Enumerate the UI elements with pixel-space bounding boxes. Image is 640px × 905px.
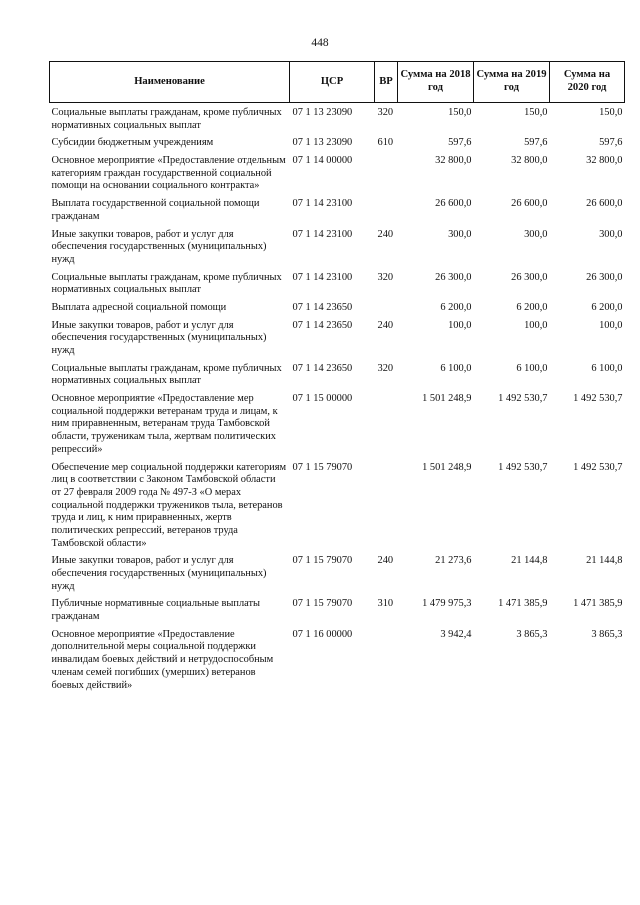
row-csr: 07 1 15 00000 <box>292 393 353 405</box>
row-vr: 320 <box>377 107 394 118</box>
row-vr: 240 <box>377 228 394 240</box>
table-row <box>50 460 625 554</box>
row-name: Иные закупки товаров, работ и услуг для обеспечения государственных (муниципальных) нужд <box>51 228 267 265</box>
header-csr: ЦСР <box>290 62 375 103</box>
row-amount-2020: 1 471 385,9 <box>573 598 623 610</box>
row-amount-2019: 26 600,0 <box>511 198 548 210</box>
table-header <box>50 62 625 103</box>
row-amount-2018: 1 501 248,9 <box>422 393 472 405</box>
table-row <box>50 391 625 459</box>
row-vr: 320 <box>377 271 394 283</box>
header-vr: ВР <box>375 62 398 103</box>
row-vr <box>375 391 398 459</box>
row-amount-2019: 32 800,0 <box>511 155 548 167</box>
row-csr: 07 1 14 23650 <box>292 362 353 374</box>
row-amount-2020: 1 492 530,7 <box>573 393 623 405</box>
row-amount-2019: 597,6 <box>524 137 548 149</box>
row-amount-2020: 32 800,0 <box>586 155 623 167</box>
row-amount-2018: 300,0 <box>448 228 472 240</box>
row-amount-2020: 100,0 <box>599 319 623 331</box>
row-vr <box>375 300 398 318</box>
table-body <box>50 103 625 696</box>
row-amount-2019: 26 300,0 <box>511 271 548 283</box>
row-amount-2019: 6 100,0 <box>516 362 548 374</box>
table-row <box>50 103 625 136</box>
row-vr <box>375 627 398 695</box>
row-vr: 320 <box>377 362 394 374</box>
row-amount-2018: 597,6 <box>448 137 472 149</box>
row-csr: 07 1 16 00000 <box>292 628 353 640</box>
row-amount-2019: 21 144,8 <box>511 555 548 567</box>
row-amount-2020: 597,6 <box>599 137 623 149</box>
row-name: Основное мероприятие «Предоставление дополнительной меры социальной поддержки инвалидам боевых действий и нетрудоспособным членам семей погибших (умерших) ветеранов боевых действий» <box>51 628 274 691</box>
row-amount-2018: 100,0 <box>448 319 472 331</box>
row-amount-2020: 150,0 <box>599 107 623 118</box>
table-row <box>50 318 625 361</box>
row-amount-2018: 1 501 248,9 <box>422 461 472 473</box>
row-amount-2019: 300,0 <box>524 228 548 240</box>
row-name: Обеспечение мер социальной поддержки категориям лиц в соответствии с Законом Тамбовской области от 27 февраля 2009 года № 497-З «О мерах социальной поддержки тружеников тыла, ветеранов труда и лиц, к ним приравненных, жертв политических репрессий, ветеранов труда Тамбовской области» <box>51 461 287 549</box>
row-csr: 07 1 14 23100 <box>292 198 353 210</box>
row-amount-2019: 3 865,3 <box>516 628 548 640</box>
row-amount-2018: 32 800,0 <box>435 155 472 167</box>
row-amount-2019: 6 200,0 <box>516 301 548 313</box>
row-name: Выплата адресной социальной помощи <box>51 301 227 313</box>
header-name: Наименование <box>50 62 290 103</box>
row-name: Социальные выплаты гражданам, кроме публичных нормативных социальных выплат <box>51 107 282 131</box>
row-amount-2018: 1 479 975,3 <box>422 598 472 610</box>
row-csr: 07 1 15 79070 <box>292 598 353 610</box>
table-row <box>50 227 625 270</box>
table-row <box>50 361 625 391</box>
row-vr: 610 <box>377 137 394 149</box>
table-row <box>50 596 625 626</box>
row-csr: 07 1 13 23090 <box>292 137 353 149</box>
row-vr: 240 <box>377 555 394 567</box>
row-csr: 07 1 14 23650 <box>292 301 353 313</box>
row-amount-2018: 21 273,6 <box>435 555 472 567</box>
row-name: Иные закупки товаров, работ и услуг для обеспечения государственных (муниципальных) нужд <box>51 555 267 592</box>
header-2020: Сумма на 2020 год <box>550 62 625 103</box>
row-name: Иные закупки товаров, работ и услуг для обеспечения государственных (муниципальных) нужд <box>51 319 267 356</box>
table-row <box>50 153 625 196</box>
row-csr: 07 1 14 00000 <box>292 155 353 167</box>
row-csr: 07 1 13 23090 <box>292 107 353 118</box>
row-csr: 07 1 14 23100 <box>292 228 353 240</box>
row-amount-2020: 1 492 530,7 <box>573 461 623 473</box>
row-name: Основное мероприятие «Предоставление отдельным категориям граждан государственной социальной помощи на основании социального контракта» <box>51 155 286 192</box>
row-amount-2018: 6 100,0 <box>440 362 472 374</box>
row-name: Публичные нормативные социальные выплаты гражданам <box>51 598 261 623</box>
row-csr: 07 1 15 79070 <box>292 555 353 567</box>
row-amount-2020: 21 144,8 <box>586 555 623 567</box>
row-amount-2018: 150,0 <box>448 107 472 118</box>
row-vr <box>375 460 398 554</box>
row-name: Социальные выплаты гражданам, кроме публичных нормативных социальных выплат <box>51 362 282 387</box>
row-name: Социальные выплаты гражданам, кроме публичных нормативных социальных выплат <box>51 271 282 296</box>
row-amount-2019: 1 471 385,9 <box>498 598 548 610</box>
budget-table <box>49 61 625 695</box>
row-amount-2020: 6 100,0 <box>591 362 623 374</box>
row-vr <box>375 153 398 196</box>
row-amount-2018: 26 600,0 <box>435 198 472 210</box>
row-vr <box>375 196 398 226</box>
row-amount-2019: 1 492 530,7 <box>498 461 548 473</box>
table-row <box>50 627 625 695</box>
row-vr: 310 <box>377 598 394 610</box>
row-csr: 07 1 14 23100 <box>292 271 353 283</box>
row-amount-2020: 26 600,0 <box>586 198 623 210</box>
table-row <box>50 135 625 153</box>
row-csr: 07 1 14 23650 <box>292 319 353 331</box>
row-name: Субсидии бюджетным учреждениям <box>51 137 214 149</box>
row-amount-2019: 150,0 <box>524 107 548 118</box>
row-amount-2018: 6 200,0 <box>440 301 472 313</box>
row-amount-2020: 3 865,3 <box>591 628 623 640</box>
table-row <box>50 300 625 318</box>
row-amount-2020: 26 300,0 <box>586 271 623 283</box>
row-amount-2018: 3 942,4 <box>440 628 472 640</box>
row-vr: 240 <box>377 319 394 331</box>
table-row <box>50 196 625 226</box>
row-amount-2020: 300,0 <box>599 228 623 240</box>
header-2018: Сумма на 2018 год <box>398 62 474 103</box>
header-2019: Сумма на 2019 год <box>474 62 550 103</box>
row-amount-2019: 100,0 <box>524 319 548 331</box>
row-name: Основное мероприятие «Предоставление мер социальной поддержки ветеранам труда и лицам, к ним приравненным, ветеранам труда Тамбовской области, труженикам тыла, жертвам политических репрессий» <box>51 393 278 455</box>
page-number: 448 <box>311 37 329 49</box>
table-row <box>50 553 625 596</box>
row-amount-2018: 26 300,0 <box>435 271 472 283</box>
row-name: Выплата государственной социальной помощи гражданам <box>51 198 260 222</box>
row-csr: 07 1 15 79070 <box>292 461 353 473</box>
table-row <box>50 270 625 300</box>
row-amount-2020: 6 200,0 <box>591 301 623 313</box>
row-amount-2019: 1 492 530,7 <box>498 393 548 405</box>
